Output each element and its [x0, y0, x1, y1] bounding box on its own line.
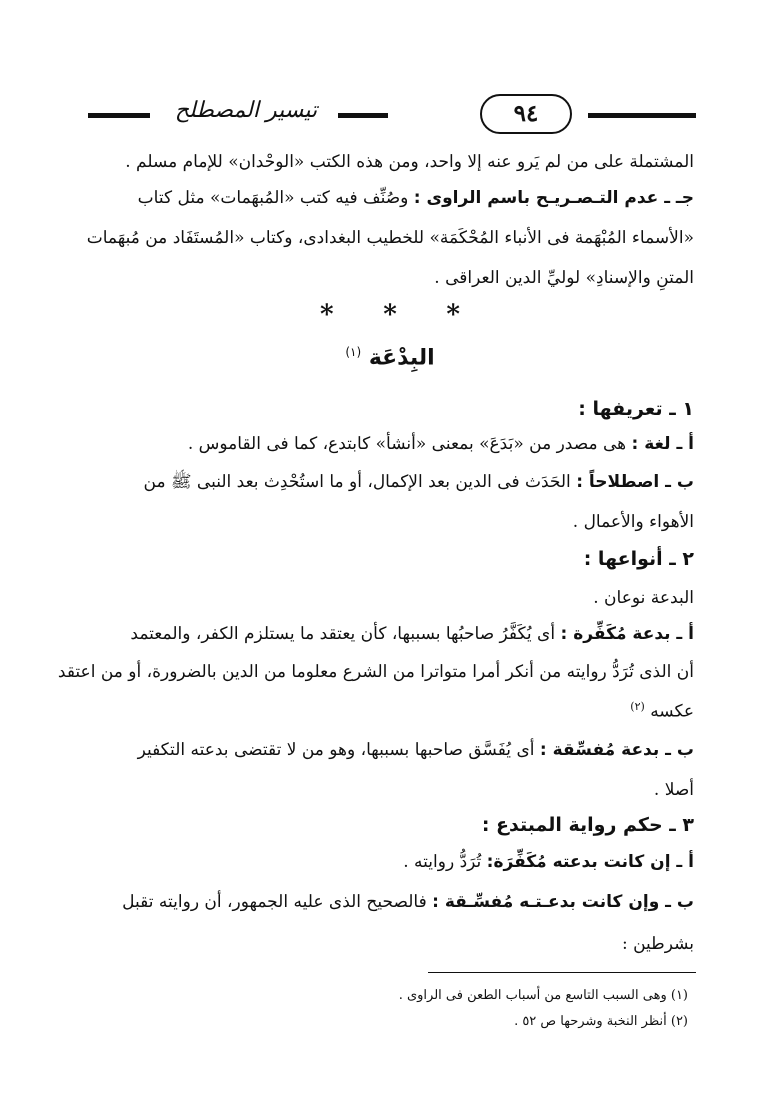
item-c-label: جـ ـ عدم التـصـريـح باسم الراوى : [413, 188, 694, 208]
intro-line: المشتملة على من لم يَرو عنه إلا واحد، ومن هذه الكتب «الوحْدان» للإمام مسلم . [125, 152, 694, 172]
heading-ruling: ٣ ـ حكم رواية المبتدع : [481, 814, 694, 836]
type-a-line-2: أن الذى تُرَدُّ روايته من أنكر أمرا متواترا من الشرع معلوما من الدين بالضرورة، أو من اعتقد [57, 662, 694, 682]
type-a-line-1 [130, 624, 694, 644]
item-c-line-3: المتنِ والإسنادِ» لوليِّ الدين العراقى . [434, 268, 694, 288]
definition-technical-line-1 [144, 472, 694, 492]
ruling-a-label: أ ـ إن كانت بدعته مُكَفِّرَة: [486, 852, 694, 872]
type-b-text-1: أى يُفَسَّق صاحبها بسببها، وهو من لا تقتضى بدعته التكفير [137, 740, 535, 760]
ruling-b-line-1 [122, 892, 694, 912]
type-b-label: ب ـ بدعة مُفسِّقة : [539, 740, 694, 760]
type-a-text-3: عكسه [650, 701, 694, 722]
definition-linguistic-label: أ ـ لغة : [631, 434, 694, 454]
heading-types: ٢ ـ أنواعها : [583, 548, 694, 570]
heading-definition: ١ ـ تعريفها : [578, 398, 694, 420]
footnote-2: (٢) أنظر النخبة وشرحها ص ٥٢ . [514, 1014, 688, 1029]
definition-linguistic-text: هى مصدر من «بَدَعَ» بمعنى «أنشأ» كابتدع، كما فى القاموس . [187, 434, 627, 454]
definition-linguistic [188, 434, 694, 454]
definition-technical-label: ب ـ اصطلاحاً : [576, 472, 694, 492]
separator-star: * [383, 300, 397, 330]
section-title-text: البِدْعَة [368, 345, 435, 371]
running-title: تيسير المصطلح [174, 98, 318, 123]
ruling-a-text: تُرَدُّ روايته . [403, 852, 482, 872]
ruling-b-label: ب ـ وإن كانت بدعـتـه مُفسِّـقة : [432, 892, 694, 912]
page-number: ٩٤ [480, 94, 572, 134]
footnote-1: (١) وهى السبب التاسع من أسباب الطعن فى الراوى . [398, 988, 688, 1003]
type-a-footnote-ref: (٢) [630, 700, 645, 713]
ruling-a [403, 852, 694, 872]
separator-star: * [320, 300, 334, 330]
section-title-footnote-ref: (١) [345, 345, 362, 359]
type-a-text-1: أى يُكَفَّرُ صاحبُها بسببها، كأن يعتقد ما يستلزم الكفر، والمعتمد [130, 624, 556, 644]
definition-technical-line-2: الأهواء والأعمال . [572, 512, 694, 532]
header-rule-middle [338, 113, 388, 118]
page-header [88, 92, 696, 140]
type-a-line-3 [630, 700, 694, 722]
section-title [290, 345, 490, 370]
item-c-line-2: «الأسماء المُبْهَمة فى الأنباء المُحْكَمَة» للخطيب البغدادى، وكتاب «المُستَفَاد من مُبهَمات [86, 228, 694, 248]
type-b-line-2: أصلا . [653, 780, 694, 800]
ruling-b-line-2: بشرطين : [621, 934, 694, 954]
type-a-label: أ ـ بدعة مُكَفِّرة : [560, 624, 694, 644]
footnote-rule [428, 972, 696, 973]
definition-technical-text-1: الحَدَث فى الدين بعد الإكمال، أو ما استُحْدِث بعد النبى ﷺ من [143, 472, 571, 492]
item-c-text-1: وصُنِّف فيه كتب «المُبهَمات» مثل كتاب [137, 188, 409, 208]
header-rule-left [88, 113, 150, 118]
separator-star: * [446, 300, 460, 330]
header-rule-right [588, 113, 696, 118]
item-c-line-1 [138, 188, 694, 208]
section-separator [320, 300, 460, 330]
ruling-b-text-1: فالصحيح الذى عليه الجمهور، أن روايته تقبل [122, 892, 427, 912]
type-b-line-1 [138, 740, 694, 760]
types-intro: البدعة نوعان . [593, 588, 694, 608]
